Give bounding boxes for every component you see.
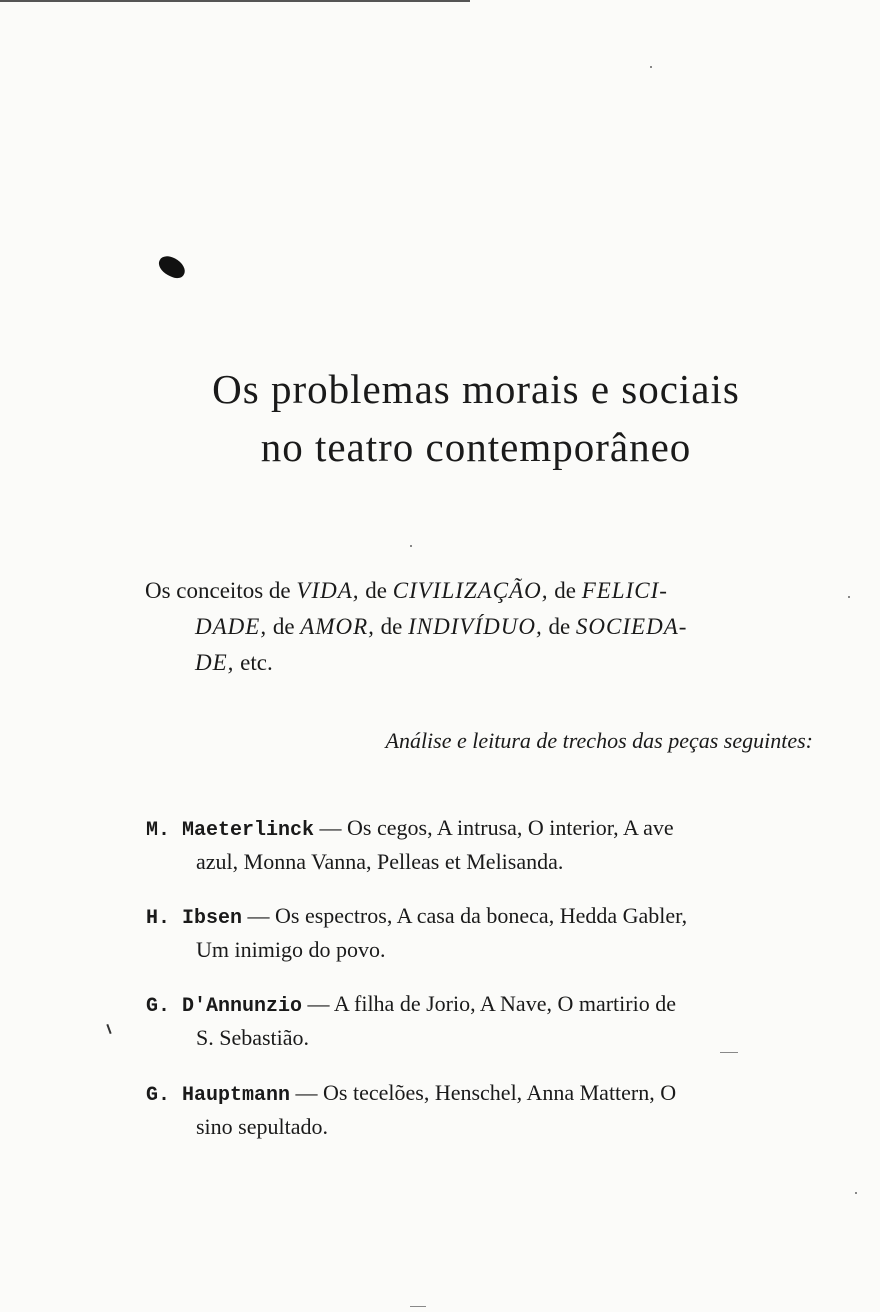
play-list-entry: [146, 900, 818, 965]
entry-dash: —: [242, 903, 276, 928]
entry-author: H. Ibsen: [146, 907, 243, 930]
concepts-text: de: [542, 614, 576, 639]
concepts-text: de: [267, 614, 301, 639]
concept-term: VIDA,: [296, 578, 360, 603]
concepts-text: de: [374, 614, 409, 639]
title-line-2: no teatro contemporâneo: [260, 424, 692, 470]
concepts-text: de: [359, 578, 393, 603]
entry-works-line-1: A filha de Jorio, A Nave, O martirio de: [333, 991, 676, 1016]
title-line-1: Os problemas morais e sociais: [212, 366, 740, 412]
entry-author: G. Hauptmann: [146, 1084, 291, 1107]
concepts-line-1: [145, 573, 813, 609]
entry-works-line-2: Um inimigo do povo.: [196, 937, 386, 962]
entry-dash: —: [302, 991, 334, 1016]
entry-author: G. D'Annunzio: [146, 995, 303, 1018]
paper-speck: [848, 596, 850, 598]
play-list-entry: [146, 988, 818, 1053]
concepts-line-2: [145, 609, 813, 645]
concept-term: FELICI-: [581, 578, 668, 603]
page-title: [0, 360, 880, 476]
paper-speck: [410, 1306, 426, 1307]
paper-speck: [650, 66, 652, 68]
play-list-entry: [146, 812, 818, 877]
top-edge-rule: [0, 0, 470, 2]
entry-author: M. Maeterlinck: [146, 819, 315, 842]
concept-term: AMOR,: [300, 614, 375, 639]
entry-works-line-1: Os espectros, A casa da boneca, Hedda Gabler,: [275, 903, 688, 928]
entry-works-line-1: Os tecelões, Henschel, Anna Mattern, O: [323, 1080, 677, 1105]
entry-works-line-2: azul, Monna Vanna, Pelleas et Melisanda.: [196, 849, 564, 874]
entry-dash: —: [314, 815, 348, 840]
concepts-text: Os conceitos de: [145, 578, 297, 603]
entry-first-line: [146, 1077, 818, 1111]
entry-first-line: [146, 900, 818, 934]
entry-works-line-2: S. Sebastião.: [196, 1025, 310, 1050]
ink-blot: [155, 252, 188, 281]
paper-speck: [855, 1192, 857, 1194]
entry-dash: —: [290, 1080, 324, 1105]
entry-works-line-1: Os cegos, A intrusa, O interior, A ave: [347, 815, 674, 840]
entry-first-line: [146, 812, 818, 846]
play-list-entry: [146, 1077, 818, 1142]
entry-works-line-2: sino sepultado.: [196, 1114, 328, 1139]
concept-term: INDIVÍDUO,: [408, 614, 543, 639]
paper-speck: [106, 1024, 111, 1034]
concept-term: SOCIEDA-: [575, 614, 688, 639]
concepts-text: de: [548, 578, 582, 603]
concept-term: DADE,: [195, 614, 268, 639]
concept-term: CIVILIZAÇÃO,: [392, 578, 549, 603]
section-subheading: Análise e leitura de trechos das peças seguintes:: [385, 728, 813, 753]
concepts-text: etc.: [234, 650, 273, 675]
concepts-paragraph: [145, 573, 813, 681]
paper-speck: [410, 545, 412, 547]
paper-speck: [720, 1052, 738, 1053]
concept-term: DE,: [195, 650, 235, 675]
concepts-line-3: [145, 645, 813, 681]
entry-first-line: [146, 988, 818, 1022]
